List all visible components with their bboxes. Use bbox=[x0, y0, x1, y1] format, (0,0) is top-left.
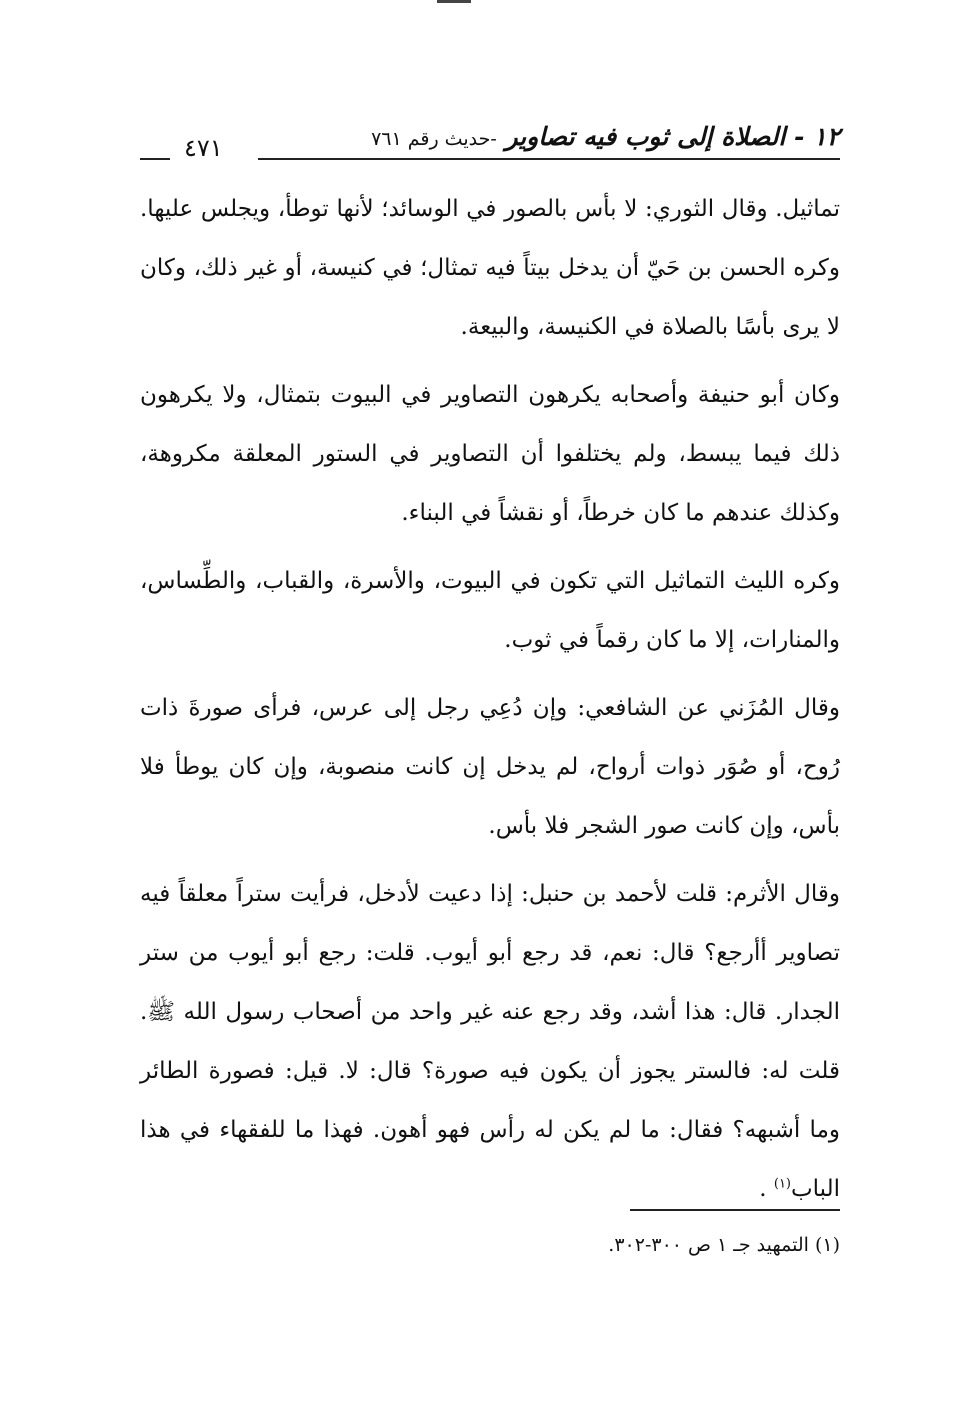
running-header bbox=[140, 112, 840, 164]
top-edge-mark bbox=[437, 0, 471, 3]
paragraph: وكره الليث التماثيل التي تكون في البيوت، والأسرة، والقباب، والطِّساس، والمنارات، إلا ما كان رقماً في ثوب. bbox=[140, 568, 840, 653]
footnote-separator bbox=[630, 1209, 840, 1211]
paragraph: وقال المُزَني عن الشافعي: وإن دُعِي رجل إلى عرس، فرأى صورةَ ذات رُوح، أو صُوَر ذوات أرواح، لم يدخل إن كانت منصوبة، وإن كان يوطأ فلا بأس، وإن كانت صور الشجر فلا بأس. bbox=[140, 695, 840, 839]
chapter-title: ١٢ - الصلاة إلى ثوب فيه تصاوير bbox=[505, 122, 840, 151]
paragraph-last bbox=[140, 865, 840, 1219]
paragraph: تماثيل. وقال الثوري: لا بأس بالصور في الوسائد؛ لأنها توطأ، ويجلس عليها. وكره الحسن بن حَيّ أن يدخل بيتاً فيه تمثال؛ في كنيسة، أو غير ذلك، وكان لا يرى بأسًا بالصلاة في الكنيسة، والبيعة. bbox=[140, 196, 840, 340]
paragraph: وكان أبو حنيفة وأصحابه يكرهون التصاوير في البيوت بتمثال، ولا يكرهون ذلك فيما يبسط، ولم يختلفوا أن التصاوير في الستور المعلقة مكروهة، وكذلك عندهم ما كان خرطاً، أو نقشاً في البناء. bbox=[140, 382, 840, 526]
hadith-number: -حديث رقم ٧٦١ bbox=[371, 128, 497, 150]
paragraph-end: . bbox=[759, 1176, 774, 1202]
page-number: ٤٧١ bbox=[184, 134, 223, 162]
running-title bbox=[371, 122, 840, 151]
footnote-reference: (١) bbox=[773, 1176, 791, 1192]
footnote: (١) التمهيد جـ ١ ص ٣٠٠-٣٠٢. bbox=[608, 1234, 840, 1256]
header-rule bbox=[258, 158, 840, 160]
main-text bbox=[140, 180, 840, 1228]
paragraph-text: وقال الأثرم: قلت لأحمد بن حنبل: إذا دعيت لأدخل، فرأيت ستراً معلقاً فيه تصاوير أأرجع؟ قال: نعم، قد رجع أبو أيوب. قلت: رجع أبو أيوب من ستر الجدار. قال: هذا أشد، وقد رجع عنه غير واحد من أصحاب رسول الله ﷺ. قلت له: فالستر يجوز أن يكون فيه صورة؟ قال: لا. قيل: فصورة الطائر وما أشبهه؟ فقال: ما لم يكن له رأس فهو أهون. فهذا ما للفقهاء في هذا الباب bbox=[140, 881, 840, 1202]
page-number-dash bbox=[140, 158, 170, 160]
